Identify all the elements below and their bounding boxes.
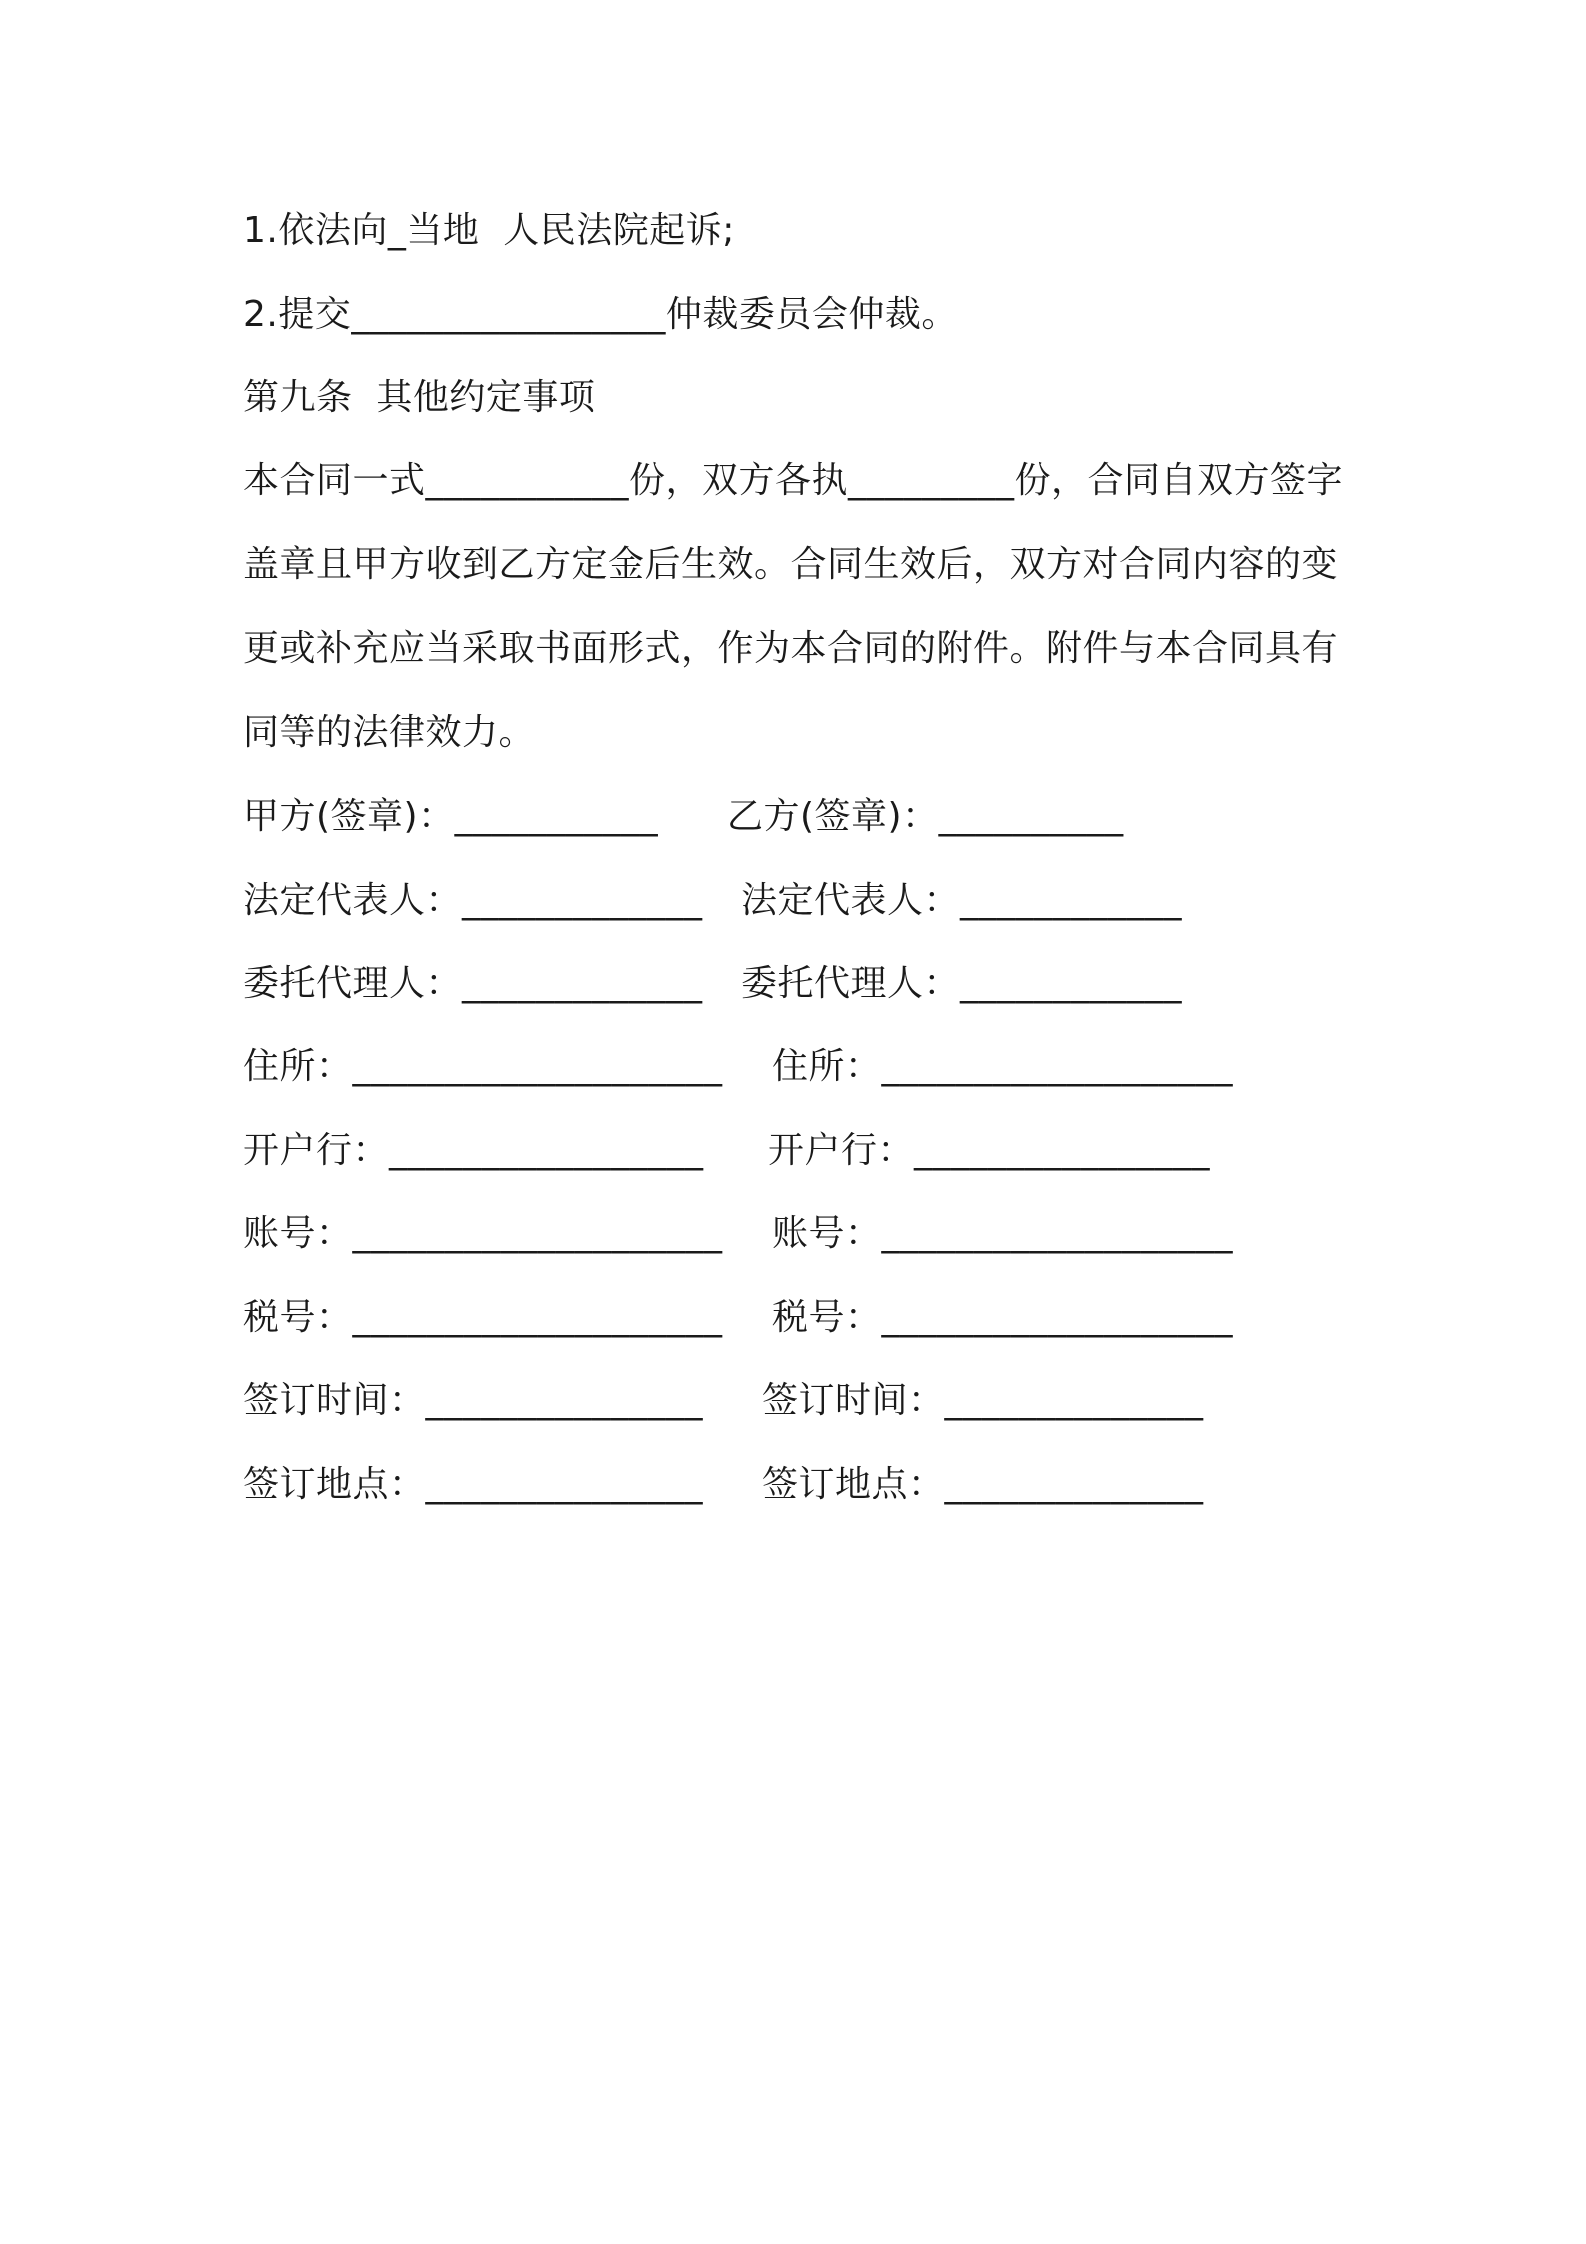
dispute-option-1: 1.依法向_当地 人民法院起诉;: [243, 210, 735, 251]
party-a-agent-field: 委托代理人：_____________: [243, 963, 703, 1004]
party-a-legal-rep-field: 法定代表人：_____________: [243, 880, 703, 921]
party-a-tax-id-field: 税号：____________________: [243, 1297, 723, 1338]
party-b-sign-date-field: 签订时间：______________: [762, 1380, 1204, 1421]
party-a-bank-field: 开户行：_________________: [243, 1130, 704, 1171]
article-9-para-line: 本合同一式___________份，双方各执_________份，合同自双方签字: [243, 460, 1344, 501]
article-9-para-line: 同等的法律效力。: [243, 712, 536, 753]
party-b-address-field: 住所：___________________: [772, 1046, 1234, 1087]
party-a-seal-field: 甲方(签章)：___________: [243, 796, 659, 837]
party-b-sign-place-field: 签订地点：______________: [762, 1464, 1204, 1505]
party-b-seal-field: 乙方(签章)：__________: [727, 796, 1124, 837]
party-b-account-field: 账号：___________________: [772, 1213, 1234, 1254]
dispute-option-2: 2.提交_________________仲裁委员会仲裁。: [243, 294, 958, 335]
party-a-sign-place-field: 签订地点：_______________: [243, 1464, 704, 1505]
article-9-para-line: 盖章且甲方收到乙方定金后生效。合同生效后，双方对合同内容的变: [243, 544, 1339, 585]
party-b-agent-field: 委托代理人：____________: [741, 963, 1183, 1004]
party-b-bank-field: 开户行：________________: [768, 1130, 1211, 1171]
party-b-tax-id-field: 税号：___________________: [772, 1297, 1234, 1338]
party-a-sign-date-field: 签订时间：_______________: [243, 1380, 704, 1421]
party-a-account-field: 账号：____________________: [243, 1213, 723, 1254]
party-b-legal-rep-field: 法定代表人：____________: [741, 880, 1183, 921]
article-9-para-line: 更或补充应当采取书面形式，作为本合同的附件。附件与本合同具有: [243, 628, 1339, 669]
party-a-address-field: 住所：____________________: [243, 1046, 723, 1087]
article-9-heading: 第九条 其他约定事项: [243, 377, 596, 418]
